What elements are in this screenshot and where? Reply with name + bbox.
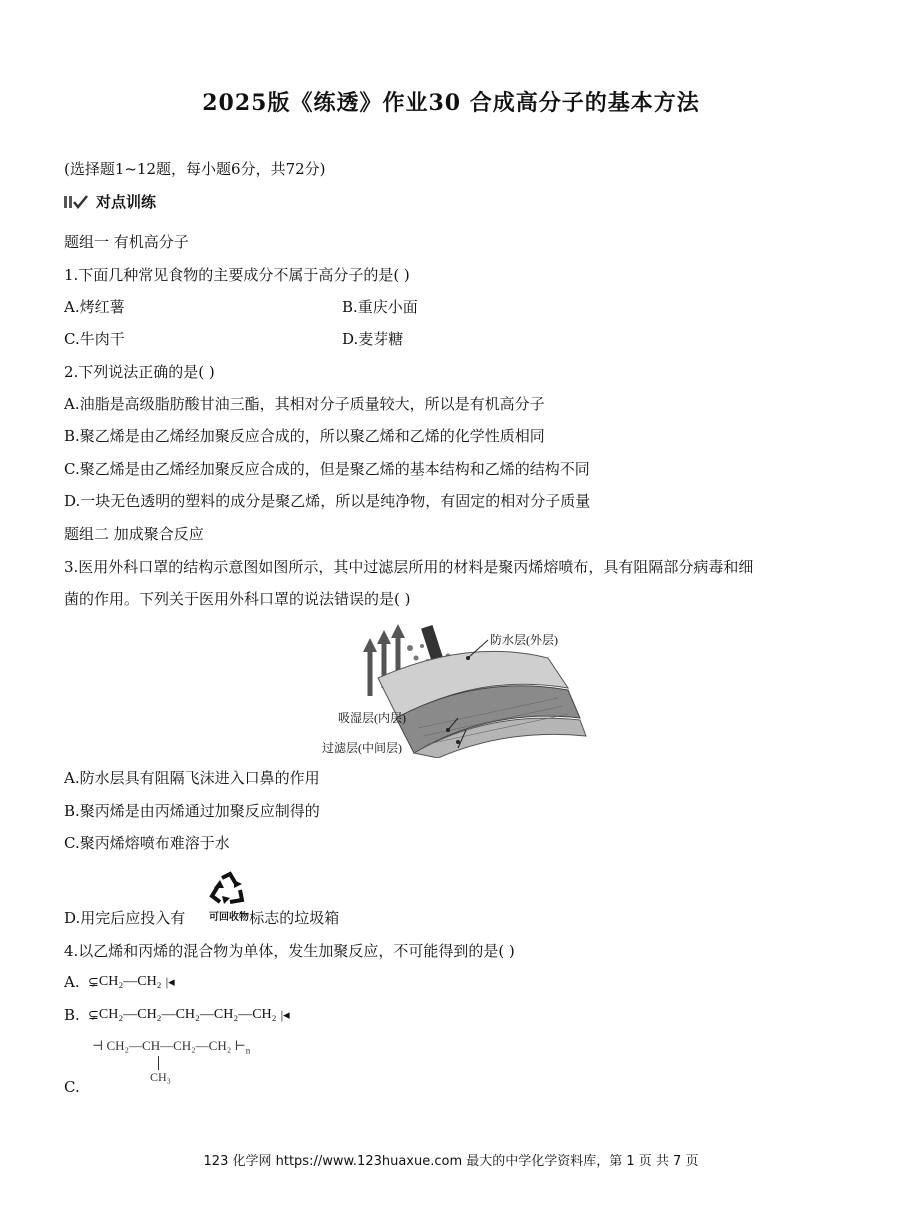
formula-c-branch: CH₃ [150,1070,171,1084]
q2-option-a: A.油脂是高级脂肪酸甘油三酯，其相对分子质量较大，所以是有机高分子 [64,395,545,413]
q2-option-b: B.聚乙烯是由乙烯经加聚反应合成的，所以聚乙烯和乙烯的化学性质相同 [64,427,545,445]
q4-option-a-label: A. [64,973,80,991]
q4-stem: 4.以乙烯和丙烯的混合物为单体，发生加聚反应，不可能得到的是( ) [64,942,515,960]
q2-option-d: D.一块无色透明的塑料的成分是聚乙烯，所以是纯净物，有固定的相对分子质量 [64,492,591,510]
q1-option-c: C.牛肉干 [64,330,125,348]
section-header [64,191,156,212]
bracket-left-icon: ⊣ [92,1038,104,1053]
formula-b: CH₂—CH₂—CH₂—CH₂—CH₂ [98,1007,277,1022]
formula-c-n: n [245,1045,251,1056]
section-title: 对点训练 [96,193,157,211]
q3-stem-line1: 3.医用外科口罩的结构示意图如图所示，其中过滤层所用的材料是聚丙烯熔喷布，具有阻隔部分病毒和细 [64,558,754,576]
q1-option-b: B.重庆小面 [342,298,418,316]
recycle-icon [200,870,258,906]
q3-option-c: C.聚丙烯熔喷布难溶于水 [64,834,230,852]
intro-note: (选择题1~12题，每小题6分，共72分) [64,160,326,178]
q4-option-b-formula [88,1007,290,1023]
q3-option-d-prefix: D.用完后应投入有 [64,909,186,927]
q3-option-b: B.聚丙烯是由丙烯通过加聚反应制得的 [64,802,320,820]
bracket-left-icon: ⊊ [88,1007,99,1022]
mask-structure-figure [318,618,608,758]
bracket-right-icon: ⊢ [234,1038,246,1053]
recycle-label: 可回收物 [209,912,249,923]
q4-option-c-formula [92,1038,250,1056]
q3-option-d [64,907,339,928]
q2-stem: 2.下列说法正确的是( ) [64,363,215,381]
bracket-right-icon: |◂ [280,1007,290,1022]
group-2-heading: 题组二 加成聚合反应 [64,525,204,543]
label-middle-layer: 过滤层(中间层) [322,741,402,755]
q4-option-a-formula [88,974,175,990]
q4-option-c-label: C. [64,1078,80,1096]
label-inner-layer: 吸湿层(内层) [338,711,406,725]
q3-stem-line2: 菌的作用。下列关于医用外科口罩的说法错误的是( ) [64,590,411,608]
q3-option-a: A.防水层具有阻隔飞沫进入口鼻的作用 [64,769,320,787]
q1-stem: 1.下面几种常见食物的主要成分不属于高分子的是( ) [64,266,410,284]
bracket-right-icon: |◂ [165,974,175,989]
q1-option-a: A.烤红薯 [64,298,125,316]
checklist-icon [64,194,88,210]
q4-option-b-label: B. [64,1006,80,1024]
formula-c-bond [158,1056,159,1070]
q1-option-d: D.麦芽糖 [342,330,404,348]
page-footer: 123 化学网 https://www.123huaxue.com 最大的中学化学资料库，第 1 页 共 7 页 [203,1154,699,1169]
group-1-heading: 题组一 有机高分子 [64,233,189,251]
formula-c-main: CH₂—CH—CH₂—CH₂ [106,1038,232,1053]
q2-option-c: C.聚乙烯是由乙烯经加聚反应合成的，但是聚乙烯的基本结构和乙烯的结构不同 [64,460,590,478]
formula-a: CH₂—CH₂ [98,974,162,989]
bracket-left-icon: ⊊ [88,974,99,989]
q3-option-d-suffix: 标志的垃圾箱 [249,909,340,927]
page-title: 2025版《练透》作业30 合成高分子的基本方法 [202,90,700,116]
label-outer-layer: 防水层(外层) [490,633,558,647]
